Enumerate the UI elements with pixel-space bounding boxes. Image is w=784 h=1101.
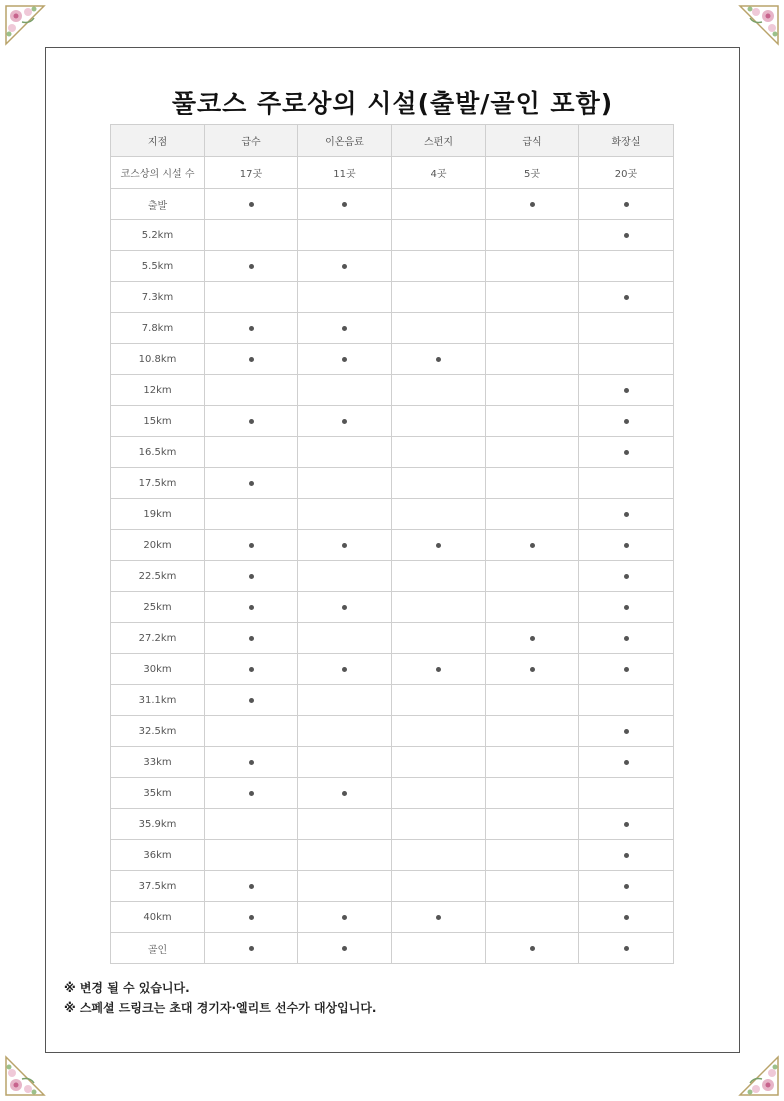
- facility-cell: [392, 840, 486, 871]
- facility-cell: [205, 437, 298, 468]
- row-point-label: 출발: [111, 189, 205, 220]
- table-row: [111, 499, 674, 530]
- available-dot-icon: [249, 946, 254, 951]
- facility-cell: [392, 685, 486, 716]
- available-dot-icon: [342, 202, 347, 207]
- available-dot-icon: [624, 574, 629, 579]
- available-dot-icon: [624, 388, 629, 393]
- facility-cell: [486, 933, 579, 964]
- available-dot-icon: [624, 233, 629, 238]
- table-row: [111, 809, 674, 840]
- facility-cell: [579, 778, 674, 809]
- facility-cell: [579, 344, 674, 375]
- facility-cell: [205, 716, 298, 747]
- facility-cell: [298, 685, 392, 716]
- available-dot-icon: [530, 946, 535, 951]
- row-point-label: 7.3km: [111, 282, 205, 313]
- facility-cell: [579, 499, 674, 530]
- facility-cell: [486, 375, 579, 406]
- available-dot-icon: [249, 202, 254, 207]
- available-dot-icon: [436, 667, 441, 672]
- table-row: [111, 375, 674, 406]
- row-point-label: 22.5km: [111, 561, 205, 592]
- facility-cell: [205, 623, 298, 654]
- facilities-table: [110, 124, 674, 964]
- available-dot-icon: [249, 791, 254, 796]
- row-point-label: 15km: [111, 406, 205, 437]
- facility-cell: [579, 313, 674, 344]
- row-point-label: 27.2km: [111, 623, 205, 654]
- count-label: 코스상의 시설 수: [111, 157, 205, 189]
- flower-corner-ornament: [736, 4, 780, 48]
- facility-cell: [579, 747, 674, 778]
- available-dot-icon: [436, 543, 441, 548]
- facility-cell: [298, 716, 392, 747]
- facility-cell: [205, 530, 298, 561]
- facility-cell: [579, 530, 674, 561]
- facility-cell: [298, 375, 392, 406]
- facility-cell: [486, 344, 579, 375]
- header-food: 급식: [486, 125, 579, 157]
- facility-cell: [392, 747, 486, 778]
- facility-cell: [205, 406, 298, 437]
- available-dot-icon: [342, 357, 347, 362]
- table-row: [111, 716, 674, 747]
- available-dot-icon: [624, 760, 629, 765]
- facility-cell: [486, 623, 579, 654]
- available-dot-icon: [249, 698, 254, 703]
- facility-cell: [298, 313, 392, 344]
- facility-cell: [392, 778, 486, 809]
- facility-cell: [392, 313, 486, 344]
- facility-cell: [205, 654, 298, 685]
- facility-cell: [392, 220, 486, 251]
- facility-cell: [486, 282, 579, 313]
- count-ion-drink: 11곳: [298, 157, 392, 189]
- facility-cell: [392, 282, 486, 313]
- facility-cell: [579, 654, 674, 685]
- facility-cell: [298, 809, 392, 840]
- facility-cell: [486, 313, 579, 344]
- facility-cell: [392, 809, 486, 840]
- available-dot-icon: [249, 574, 254, 579]
- table-row: [111, 344, 674, 375]
- available-dot-icon: [624, 853, 629, 858]
- available-dot-icon: [530, 636, 535, 641]
- facility-cell: [298, 871, 392, 902]
- facility-cell: [205, 344, 298, 375]
- table-row: [111, 189, 674, 220]
- facility-cell: [392, 375, 486, 406]
- facility-cell: [298, 437, 392, 468]
- available-dot-icon: [249, 760, 254, 765]
- facility-cell: [392, 468, 486, 499]
- facility-cell: [579, 220, 674, 251]
- facility-cell: [298, 344, 392, 375]
- facility-cell: [486, 778, 579, 809]
- available-dot-icon: [342, 264, 347, 269]
- available-dot-icon: [249, 915, 254, 920]
- table-row: [111, 220, 674, 251]
- row-point-label: 37.5km: [111, 871, 205, 902]
- facility-cell: [579, 623, 674, 654]
- table-row: [111, 251, 674, 282]
- row-point-label: 36km: [111, 840, 205, 871]
- available-dot-icon: [342, 946, 347, 951]
- row-point-label: 10.8km: [111, 344, 205, 375]
- facility-cell: [392, 344, 486, 375]
- facility-cell: [298, 654, 392, 685]
- facility-cell: [205, 468, 298, 499]
- facility-cell: [579, 902, 674, 933]
- available-dot-icon: [249, 481, 254, 486]
- facility-cell: [298, 499, 392, 530]
- available-dot-icon: [530, 202, 535, 207]
- facility-cell: [298, 623, 392, 654]
- table-row: [111, 406, 674, 437]
- header-restroom: 화장실: [579, 125, 674, 157]
- facility-cell: [205, 499, 298, 530]
- table-row: [111, 437, 674, 468]
- facility-cell: [486, 437, 579, 468]
- table-row: [111, 685, 674, 716]
- table-row: [111, 840, 674, 871]
- row-point-label: 30km: [111, 654, 205, 685]
- facility-cell: [298, 933, 392, 964]
- facility-cell: [205, 747, 298, 778]
- row-point-label: 19km: [111, 499, 205, 530]
- facility-cell: [486, 251, 579, 282]
- facility-cell: [205, 871, 298, 902]
- row-point-label: 골인: [111, 933, 205, 964]
- table-row: [111, 592, 674, 623]
- facility-cell: [205, 251, 298, 282]
- facility-cell: [579, 251, 674, 282]
- facility-cell: [392, 406, 486, 437]
- facility-cell: [486, 871, 579, 902]
- facility-cell: [579, 406, 674, 437]
- facility-cell: [298, 468, 392, 499]
- flower-corner-ornament: [736, 1053, 780, 1097]
- available-dot-icon: [249, 326, 254, 331]
- facility-cell: [205, 375, 298, 406]
- table-row: [111, 871, 674, 902]
- count-food: 5곳: [486, 157, 579, 189]
- header-water: 급수: [205, 125, 298, 157]
- facility-cell: [205, 189, 298, 220]
- row-point-label: 16.5km: [111, 437, 205, 468]
- facility-cell: [486, 592, 579, 623]
- row-point-label: 35.9km: [111, 809, 205, 840]
- row-point-label: 5.5km: [111, 251, 205, 282]
- facility-cell: [298, 778, 392, 809]
- facility-cell: [392, 716, 486, 747]
- facility-cell: [579, 468, 674, 499]
- row-point-label: 7.8km: [111, 313, 205, 344]
- facility-cell: [579, 840, 674, 871]
- table-row: [111, 561, 674, 592]
- facility-cell: [579, 375, 674, 406]
- note-change: ※ 변경 될 수 있습니다.: [64, 981, 190, 995]
- row-point-label: 33km: [111, 747, 205, 778]
- facility-cell: [205, 561, 298, 592]
- row-point-label: 31.1km: [111, 685, 205, 716]
- available-dot-icon: [249, 264, 254, 269]
- notes: [64, 978, 376, 1018]
- available-dot-icon: [342, 915, 347, 920]
- facility-cell: [486, 468, 579, 499]
- facility-cell: [205, 685, 298, 716]
- facility-cell: [392, 902, 486, 933]
- facility-cell: [579, 716, 674, 747]
- facility-cell: [392, 871, 486, 902]
- available-dot-icon: [624, 202, 629, 207]
- facility-cell: [486, 530, 579, 561]
- available-dot-icon: [624, 884, 629, 889]
- facility-cell: [392, 499, 486, 530]
- facility-cell: [486, 685, 579, 716]
- note-special-drink: ※ 스페셜 드링크는 초대 경기자·엘리트 선수가 대상입니다.: [64, 1001, 377, 1015]
- available-dot-icon: [624, 450, 629, 455]
- available-dot-icon: [436, 915, 441, 920]
- table-row: [111, 747, 674, 778]
- available-dot-icon: [249, 543, 254, 548]
- table-row: [111, 902, 674, 933]
- available-dot-icon: [530, 543, 535, 548]
- facility-cell: [486, 189, 579, 220]
- facility-cell: [579, 685, 674, 716]
- facility-cell: [392, 251, 486, 282]
- table-row: [111, 282, 674, 313]
- flower-corner-ornament: [4, 4, 48, 48]
- row-point-label: 5.2km: [111, 220, 205, 251]
- available-dot-icon: [249, 605, 254, 610]
- facility-cell: [298, 406, 392, 437]
- facility-cell: [205, 902, 298, 933]
- facility-cell: [486, 561, 579, 592]
- available-dot-icon: [436, 357, 441, 362]
- available-dot-icon: [624, 543, 629, 548]
- facility-cell: [205, 809, 298, 840]
- facility-cell: [392, 530, 486, 561]
- available-dot-icon: [624, 295, 629, 300]
- table-header-row: [111, 125, 674, 157]
- available-dot-icon: [342, 419, 347, 424]
- facility-cell: [579, 189, 674, 220]
- facility-cell: [486, 716, 579, 747]
- available-dot-icon: [624, 915, 629, 920]
- available-dot-icon: [342, 667, 347, 672]
- facility-cell: [205, 840, 298, 871]
- available-dot-icon: [624, 946, 629, 951]
- header-sponge: 스펀지: [392, 125, 486, 157]
- flower-corner-ornament: [4, 1053, 48, 1097]
- available-dot-icon: [624, 512, 629, 517]
- facility-cell: [205, 933, 298, 964]
- facility-cell: [579, 871, 674, 902]
- available-dot-icon: [249, 357, 254, 362]
- facility-cell: [298, 747, 392, 778]
- available-dot-icon: [249, 636, 254, 641]
- facility-cell: [392, 933, 486, 964]
- facility-cell: [392, 592, 486, 623]
- facility-cell: [298, 592, 392, 623]
- facility-cell: [579, 933, 674, 964]
- available-dot-icon: [342, 326, 347, 331]
- facility-cell: [392, 437, 486, 468]
- count-restroom: 20곳: [579, 157, 674, 189]
- facility-cell: [486, 220, 579, 251]
- facility-cell: [205, 282, 298, 313]
- facility-cell: [486, 406, 579, 437]
- row-point-label: 35km: [111, 778, 205, 809]
- available-dot-icon: [624, 419, 629, 424]
- available-dot-icon: [249, 667, 254, 672]
- facility-cell: [392, 623, 486, 654]
- facility-cell: [392, 189, 486, 220]
- available-dot-icon: [624, 822, 629, 827]
- facility-cell: [579, 592, 674, 623]
- facility-cell: [205, 220, 298, 251]
- facility-cell: [579, 437, 674, 468]
- table-row: [111, 778, 674, 809]
- facility-cell: [486, 654, 579, 685]
- facility-cell: [486, 809, 579, 840]
- available-dot-icon: [624, 667, 629, 672]
- facility-count-row: [111, 157, 674, 189]
- facility-cell: [579, 561, 674, 592]
- header-ion-drink: 이온음료: [298, 125, 392, 157]
- available-dot-icon: [624, 605, 629, 610]
- available-dot-icon: [624, 729, 629, 734]
- available-dot-icon: [530, 667, 535, 672]
- facility-cell: [392, 561, 486, 592]
- table-row: [111, 623, 674, 654]
- facility-cell: [579, 809, 674, 840]
- facility-cell: [205, 592, 298, 623]
- facility-cell: [298, 220, 392, 251]
- row-point-label: 32.5km: [111, 716, 205, 747]
- table-row: [111, 530, 674, 561]
- table-row: [111, 468, 674, 499]
- facility-cell: [486, 902, 579, 933]
- available-dot-icon: [342, 791, 347, 796]
- available-dot-icon: [342, 543, 347, 548]
- count-sponge: 4곳: [392, 157, 486, 189]
- facility-cell: [486, 747, 579, 778]
- facility-cell: [486, 840, 579, 871]
- count-water: 17곳: [205, 157, 298, 189]
- facility-cell: [298, 251, 392, 282]
- available-dot-icon: [249, 419, 254, 424]
- facility-cell: [298, 840, 392, 871]
- page-title: 풀코스 주로상의 시설(출발/골인 포함): [171, 89, 614, 118]
- table-row: [111, 933, 674, 964]
- available-dot-icon: [624, 636, 629, 641]
- available-dot-icon: [249, 884, 254, 889]
- facility-cell: [298, 902, 392, 933]
- row-point-label: 12km: [111, 375, 205, 406]
- row-point-label: 17.5km: [111, 468, 205, 499]
- row-point-label: 20km: [111, 530, 205, 561]
- table-row: [111, 654, 674, 685]
- header-point: 지점: [111, 125, 205, 157]
- facility-cell: [579, 282, 674, 313]
- available-dot-icon: [342, 605, 347, 610]
- row-point-label: 40km: [111, 902, 205, 933]
- facility-cell: [486, 499, 579, 530]
- facility-cell: [205, 778, 298, 809]
- facility-cell: [205, 313, 298, 344]
- facility-cell: [298, 189, 392, 220]
- table-row: [111, 313, 674, 344]
- facility-cell: [392, 654, 486, 685]
- row-point-label: 25km: [111, 592, 205, 623]
- facility-cell: [298, 530, 392, 561]
- facility-cell: [298, 282, 392, 313]
- facility-cell: [298, 561, 392, 592]
